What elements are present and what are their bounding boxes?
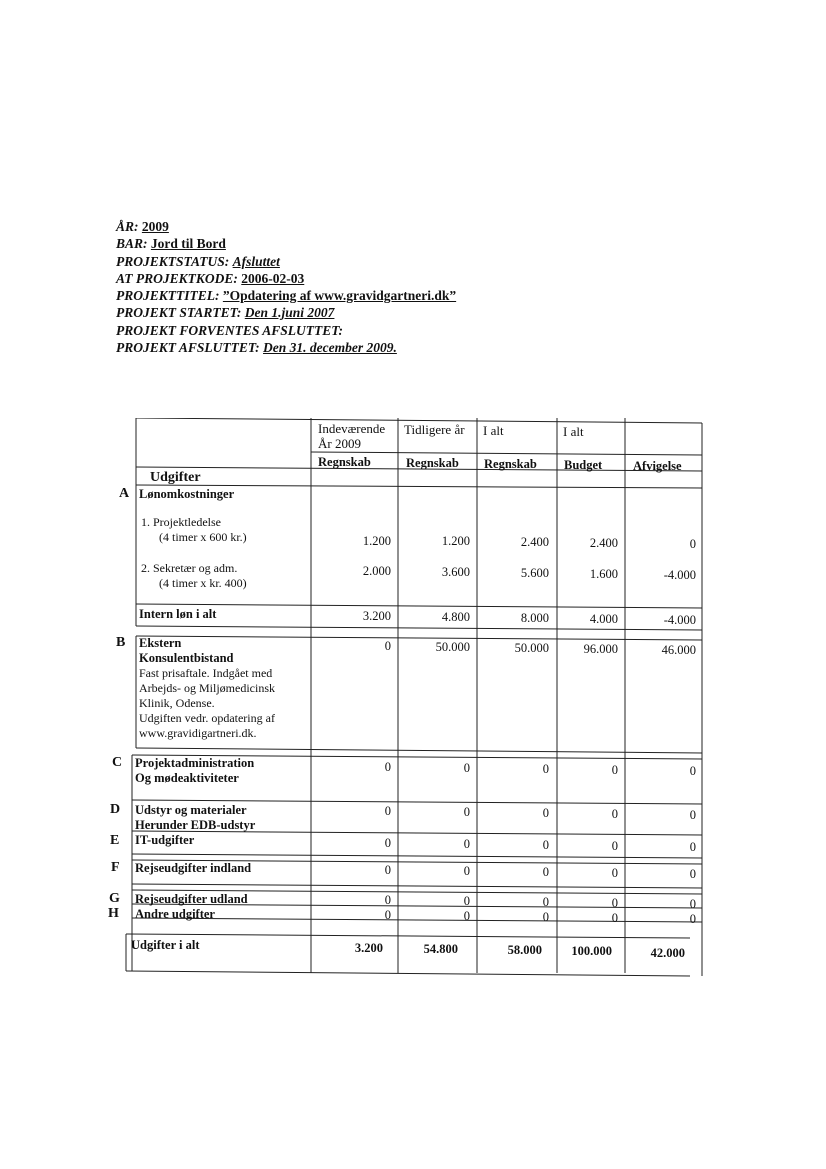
header-line-code: AT PROJEKTKODE: 2006-02-03	[116, 270, 305, 286]
a-total-current: 3.200	[362, 609, 391, 623]
g-value-budget: 0	[611, 896, 618, 910]
a1-value-deviation: 0	[689, 537, 696, 551]
c-value-current: 0	[384, 760, 391, 774]
f-value-current: 0	[384, 863, 391, 877]
b-value-budget: 96.000	[583, 642, 618, 656]
budget-table	[106, 418, 706, 978]
header-line-finished: PROJEKT AFSLUTTET: Den 31. december 2009.	[116, 340, 397, 356]
a-total-budget: 4.000	[589, 612, 618, 626]
col-header-previous-years: Tidligere år	[404, 422, 465, 437]
row-b-description: Fast prisaftale. Indgået med Arbejds- og Miljømedicinsk Klinik, Odense. Udgiften vedr. opdatering af www.gravidigartneri.dk.	[139, 666, 275, 740]
total-budget: 100.000	[571, 944, 612, 958]
row-a-total-label: Intern løn i alt	[139, 607, 217, 621]
row-d-title2: Herunder EDB-udstyr	[135, 818, 256, 832]
project-header	[116, 218, 716, 356]
c-value-previous: 0	[463, 761, 470, 775]
g-value-previous: 0	[463, 894, 470, 908]
row-a-title: Lønomkostninger	[139, 487, 235, 501]
row-c-title1: Projektadministration	[135, 756, 255, 770]
col-header-total-budget: I alt	[563, 424, 584, 439]
h-value-previous: 0	[463, 909, 470, 923]
row-letter-c: C	[112, 755, 123, 770]
header-line-year: ÅR: 2009	[116, 219, 169, 234]
e-value-previous: 0	[463, 837, 470, 851]
a-total-deviation: -4.000	[663, 613, 696, 627]
c-value-total: 0	[542, 762, 549, 776]
total-total: 58.000	[507, 943, 542, 957]
row-letter-b: B	[116, 635, 126, 650]
row-letter-e: E	[110, 833, 120, 848]
d-value-total: 0	[542, 806, 549, 820]
a-total-total: 8.000	[520, 611, 549, 625]
total-label: Udgifter i alt	[131, 938, 200, 952]
col-sub-regnskab-2: Regnskab	[406, 456, 459, 470]
col-sub-regnskab-1: Regnskab	[318, 455, 371, 469]
section-title: Udgifter	[150, 470, 201, 485]
a2-value-total: 5.600	[520, 566, 549, 580]
row-a-item2-label: 2. Sekretær og adm. (4 timer x kr. 400)	[141, 561, 247, 590]
f-value-total: 0	[542, 865, 549, 879]
e-value-budget: 0	[611, 839, 618, 853]
b-value-total: 50.000	[514, 641, 549, 655]
a1-value-budget: 2.400	[589, 536, 618, 550]
b-value-deviation: 46.000	[661, 643, 696, 657]
row-b-title2: Konsulentbistand	[139, 651, 234, 665]
c-value-deviation: 0	[689, 764, 696, 778]
h-value-current: 0	[384, 908, 391, 922]
col-header-total: I alt	[483, 423, 504, 438]
total-deviation: 42.000	[650, 946, 685, 960]
row-a-item1-label: 1. Projektledelse (4 timer x 600 kr.)	[141, 515, 247, 544]
d-value-budget: 0	[611, 807, 618, 821]
total-previous: 54.800	[423, 942, 458, 956]
total-current: 3.200	[354, 941, 383, 955]
row-letter-a: A	[119, 486, 130, 501]
c-value-budget: 0	[611, 763, 618, 777]
header-line-status: PROJEKTSTATUS: Afsluttet	[116, 253, 280, 269]
a2-value-deviation: -4.000	[663, 568, 696, 582]
col-sub-budget: Budget	[564, 458, 603, 472]
row-d-title1: Udstyr og materialer	[135, 803, 247, 817]
g-value-deviation: 0	[689, 897, 696, 911]
a2-value-budget: 1.600	[589, 567, 618, 581]
row-b-title1: Ekstern	[139, 636, 182, 650]
e-value-total: 0	[542, 838, 549, 852]
header-line-started: PROJEKT STARTET: Den 1.juni 2007	[116, 305, 335, 321]
header-line-title: PROJEKTTITEL: ”Opdatering af www.gravidgartneri.dk”	[116, 288, 457, 304]
col-header-current-year: Indeværende År 2009	[318, 421, 386, 451]
b-value-previous: 50.000	[435, 640, 470, 654]
col-sub-afvigelse: Afvigelse	[633, 459, 682, 473]
row-letter-d: D	[110, 802, 121, 817]
g-value-current: 0	[384, 893, 391, 907]
row-letter-f: F	[111, 860, 120, 875]
a2-value-current: 2.000	[362, 564, 391, 578]
e-value-deviation: 0	[689, 840, 696, 854]
d-value-current: 0	[384, 804, 391, 818]
a1-value-previous: 1.200	[441, 534, 470, 548]
row-g-title: Rejseudgifter udland	[135, 892, 248, 906]
a-total-previous: 4.800	[441, 610, 470, 624]
h-value-deviation: 0	[689, 912, 696, 926]
f-value-deviation: 0	[689, 867, 696, 881]
d-value-previous: 0	[463, 805, 470, 819]
row-h-title: Andre udgifter	[135, 907, 215, 921]
h-value-total: 0	[542, 910, 549, 924]
row-letter-h: H	[108, 906, 119, 921]
e-value-current: 0	[384, 836, 391, 850]
row-f-title: Rejseudgifter indland	[135, 861, 252, 875]
row-letter-g: G	[109, 891, 120, 906]
a2-value-previous: 3.600	[441, 565, 470, 579]
g-value-total: 0	[542, 895, 549, 909]
row-c-title2: Og mødeaktiviteter	[135, 771, 239, 785]
d-value-deviation: 0	[689, 808, 696, 822]
col-sub-regnskab-3: Regnskab	[484, 457, 537, 471]
header-line-bar: BAR: Jord til Bord	[116, 236, 226, 252]
f-value-previous: 0	[463, 864, 470, 878]
row-e-title: IT-udgifter	[135, 833, 195, 847]
h-value-budget: 0	[611, 911, 618, 925]
header-line-expected-end: PROJEKT FORVENTES AFSLUTTET:	[116, 322, 344, 338]
f-value-budget: 0	[611, 866, 618, 880]
a1-value-total: 2.400	[520, 535, 549, 549]
b-value-current: 0	[384, 639, 391, 653]
a1-value-current: 1.200	[362, 534, 391, 548]
